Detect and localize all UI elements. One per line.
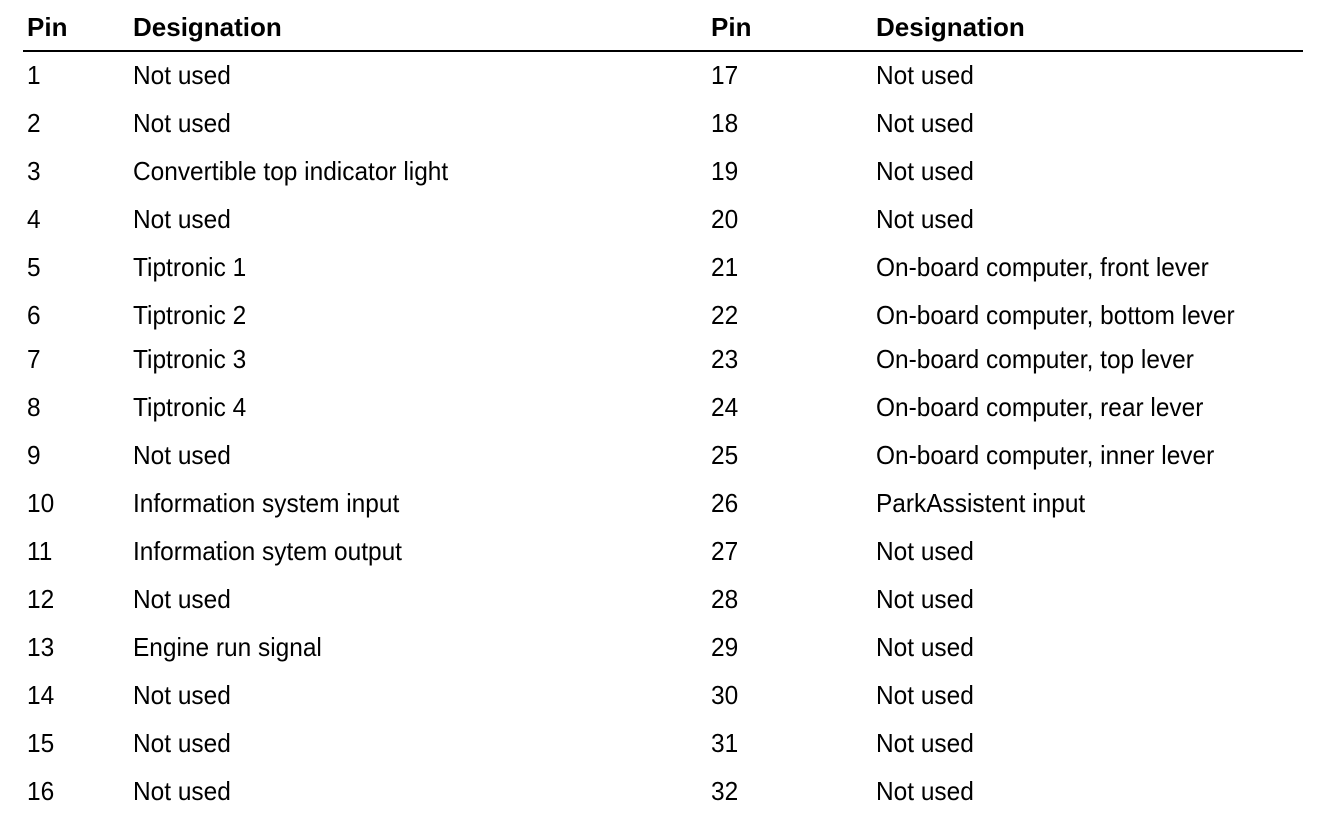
pin-number: 4 [27,204,41,234]
pin-designation: Not used [133,728,231,758]
header-pin-right: Pin [711,12,752,42]
pin-number: 13 [27,632,55,662]
pin-number: 6 [27,300,41,330]
pin-designation: Not used [876,60,974,90]
pin-number: 23 [711,344,739,374]
pin-designation: Tiptronic 2 [133,300,247,330]
pin-designation: Not used [876,680,974,710]
pin-designation: Not used [876,728,974,758]
pin-number: 17 [711,60,739,90]
pin-designation: Not used [133,776,231,806]
pin-designation: Not used [876,536,974,566]
pin-number: 20 [711,204,739,234]
pin-designation: Not used [133,108,231,138]
pin-number: 29 [711,632,739,662]
pin-designation: Not used [876,108,974,138]
pin-designation: On-board computer, front lever [876,252,1209,282]
pin-designation: Not used [876,776,974,806]
pin-designation: Not used [876,584,974,614]
header-rule [23,50,1303,52]
pin-number: 31 [711,728,739,758]
pin-designation: Not used [133,204,231,234]
pin-designation: Convertible top indicator light [133,156,449,186]
pin-number: 9 [27,440,41,470]
pin-number: 8 [27,392,41,422]
pin-number: 18 [711,108,739,138]
pin-number: 15 [27,728,55,758]
pin-designation: Not used [876,204,974,234]
pin-designation: Information system input [133,488,400,518]
pin-designation: Information sytem output [133,536,402,566]
pin-number: 19 [711,156,739,186]
pin-designation: Not used [133,584,231,614]
pin-number: 7 [27,344,41,374]
pin-designation: Not used [876,156,974,186]
pin-number: 32 [711,776,739,806]
pin-designation: On-board computer, bottom lever [876,300,1235,330]
pin-designation: Not used [133,680,231,710]
pin-designation: Engine run signal [133,632,322,662]
pin-designation: Tiptronic 3 [133,344,247,374]
pin-number: 27 [711,536,739,566]
pin-number: 26 [711,488,739,518]
pin-number: 22 [711,300,739,330]
pin-designation: On-board computer, rear lever [876,392,1204,422]
pin-number: 21 [711,252,739,282]
pin-number: 2 [27,108,41,138]
pin-designation: Not used [133,440,231,470]
pin-number: 16 [27,776,55,806]
pin-designation: Tiptronic 1 [133,252,247,282]
pin-number: 28 [711,584,739,614]
pin-number: 11 [27,536,53,566]
pin-designation: ParkAssistent input [876,488,1086,518]
pin-designation: On-board computer, inner lever [876,440,1215,470]
pin-designation: Not used [876,632,974,662]
pin-designation: On-board computer, top lever [876,344,1194,374]
pin-number: 1 [27,60,41,90]
pin-number: 3 [27,156,41,186]
pin-number: 30 [711,680,739,710]
pin-designation: Tiptronic 4 [133,392,247,422]
pin-number: 10 [27,488,55,518]
header-designation-right: Designation [876,12,1025,42]
header-designation-left: Designation [133,12,282,42]
pin-designation: Not used [133,60,231,90]
pin-number: 24 [711,392,739,422]
pin-number: 25 [711,440,739,470]
pin-number: 14 [27,680,55,710]
pin-number: 12 [27,584,55,614]
pin-number: 5 [27,252,41,282]
header-pin-left: Pin [27,12,68,42]
